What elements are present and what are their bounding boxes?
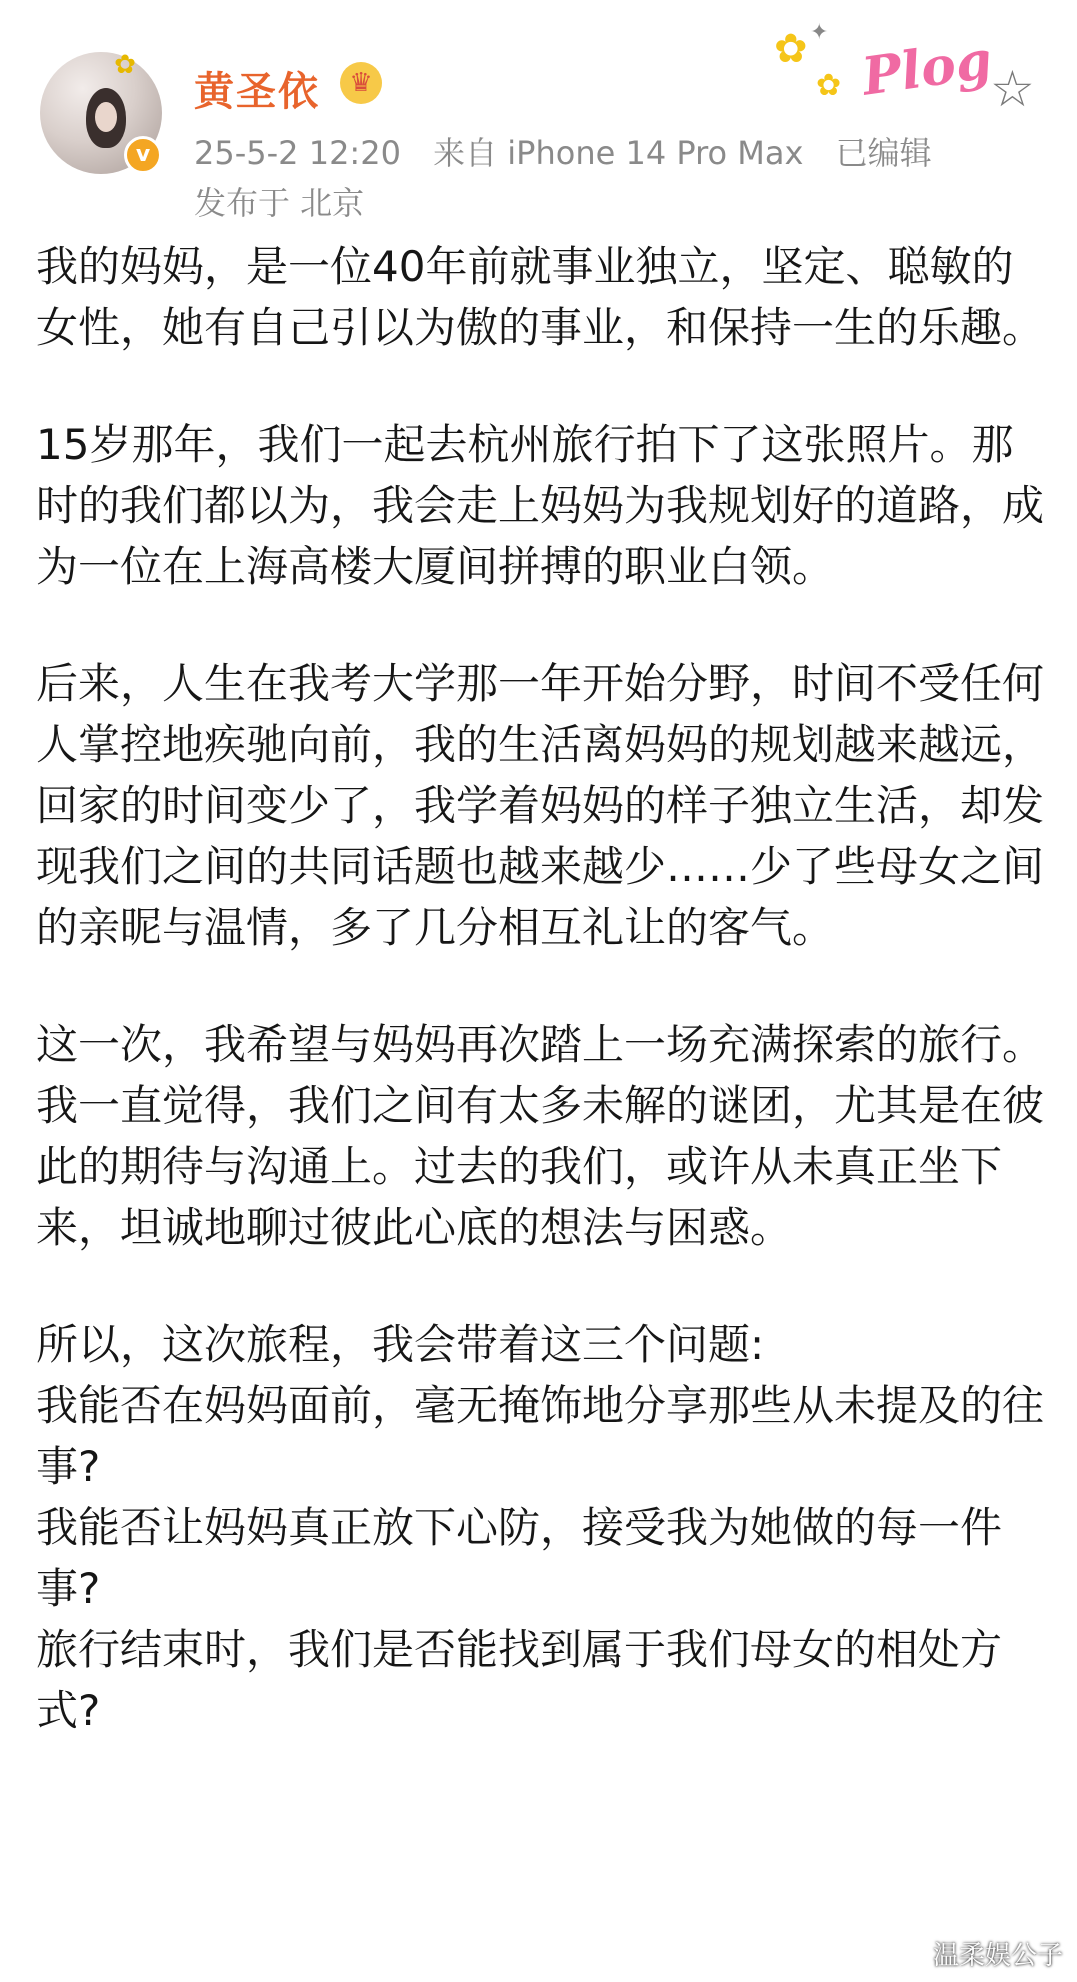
flower-icon: ✿	[816, 68, 842, 103]
avatar-portrait	[86, 88, 126, 148]
post-timestamp: 25-5-2 12:20	[194, 134, 401, 172]
plog-text: Plog	[858, 29, 996, 108]
crown-icon: ♛	[340, 62, 382, 104]
post-source: 来自 iPhone 14 Pro Max	[433, 134, 804, 172]
camera-sticker-icon: ✿	[114, 50, 136, 80]
flower-icon: ✿	[774, 26, 808, 72]
post-header	[0, 0, 1077, 230]
paragraph: 后来，人生在我考大学那一年开始分野，时间不受任何人掌控地疾驰向前，我的生活离妈妈的规划越来越远，回家的时间变少了，我学着妈妈的样子独立生活，却发现我们之间的共同话题也越来越少……少了些母女之间的亲昵与温情，多了几分相互礼让的客气。	[36, 659, 1045, 952]
edited-label[interactable]: 已编辑	[835, 134, 932, 172]
question-item: 我能否让妈妈真正放下心防，接受我为她做的每一件事?	[36, 1503, 1003, 1613]
verified-v-icon: v	[124, 136, 162, 174]
paragraph: 这一次，我希望与妈妈再次踏上一场充满探索的旅行。我一直觉得，我们之间有太多未解的谜团，尤其是在彼此的期待与沟通上。过去的我们，或许从未真正坐下来，坦诚地聊过彼此心底的想法与困惑。	[36, 1020, 1045, 1252]
star-outline-icon[interactable]: ☆	[990, 60, 1035, 118]
question-item: 旅行结束时，我们是否能找到属于我们母女的相处方式?	[36, 1625, 1003, 1735]
author-name[interactable]: 黄圣依	[194, 69, 320, 115]
post-location: 发布于 北京	[194, 184, 365, 222]
watermark: 温柔娱公子	[932, 1941, 1063, 1971]
post-content	[36, 236, 1046, 1741]
paragraph: 我的妈妈，是一位40年前就事业独立，坚定、聪敏的女性，她有自己引以为傲的事业，和保持一生的乐趣。	[36, 242, 1045, 352]
questions-intro: 所以，这次旅程，我会带着这三个问题:	[36, 1320, 765, 1369]
paragraph: 15岁那年，我们一起去杭州旅行拍下了这张照片。那时的我们都以为，我会走上妈妈为我规划好的道路，成为一位在上海高楼大厦间拼搏的职业白领。	[36, 420, 1045, 591]
post-meta	[194, 128, 954, 174]
sparkle-icon: ✦	[810, 20, 829, 45]
question-item: 我能否在妈妈面前，毫无掩饰地分享那些从未提及的往事?	[36, 1381, 1045, 1491]
plog-badge	[770, 20, 996, 120]
